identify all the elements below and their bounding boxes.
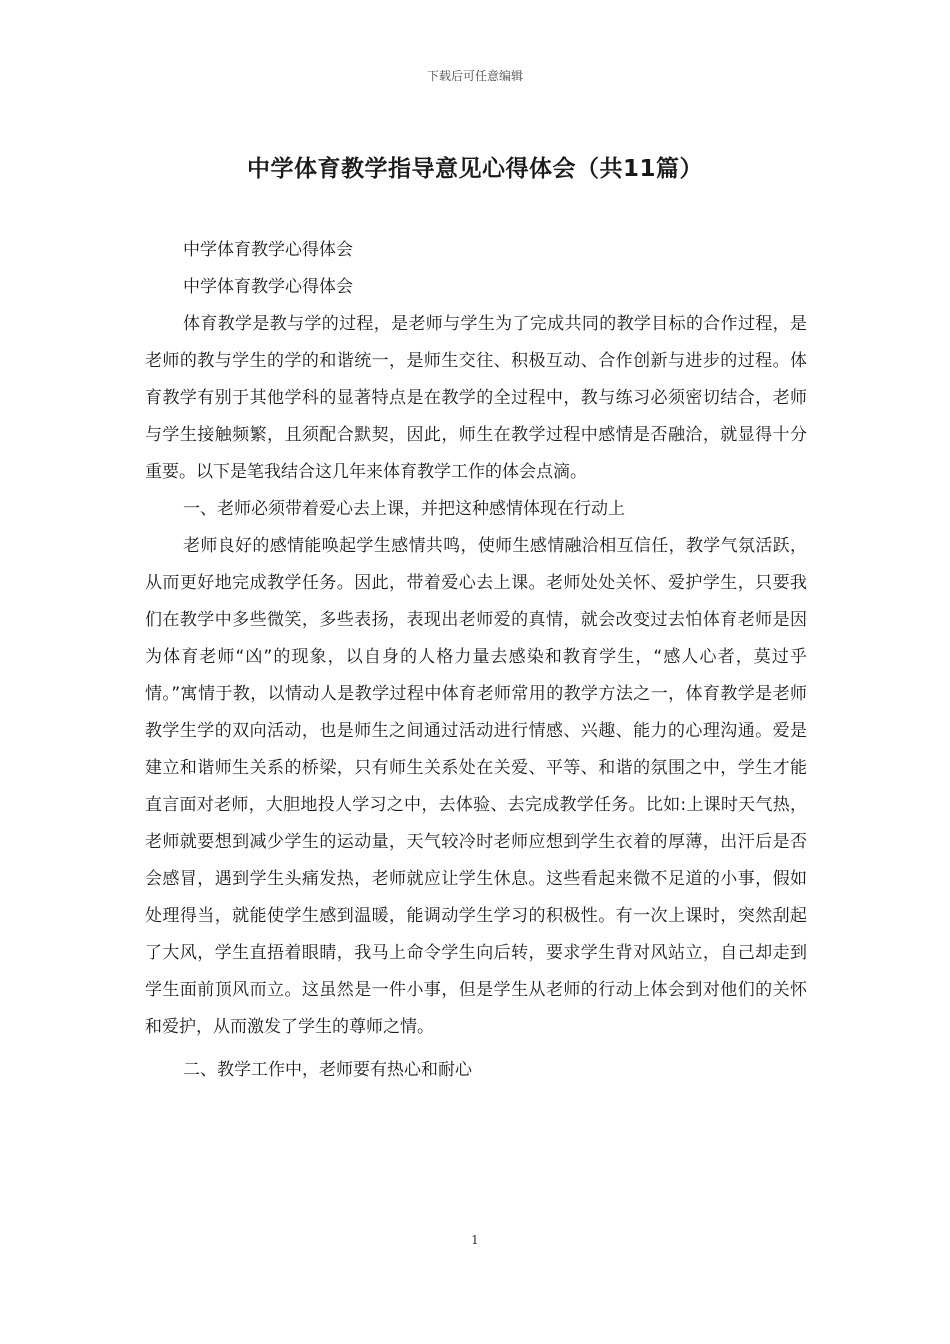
header-note: 下载后可任意编辑 (426, 69, 523, 83)
paragraph-intro: 体育教学是教与学的过程，是老师与学生为了完成共同的教学目标的合作过程，是老师的教与学生的学的和谐统一，是师生交往、积极互动、合作创新与进步的过程。体育教学有别于其他学科的显著特点是在教学的全过程中，教与练习必须密切结合，老师与学生接触频繁，且须配合默契，因此，师生在教学过程中感情是否融洽，就显得十分重要。以下是笔我结合这几年来体育教学工作的体会点滴。 (145, 314, 807, 482)
paragraph-subtitle-1: 中学体育教学心得体会 (183, 240, 353, 260)
document-title: 中学体育教学指导意见心得体会（共11篇） (246, 156, 703, 182)
paragraph-section-1: 老师良好的感情能唤起学生感情共鸣，使师生感情融洽相互信任，教学气氛活跃，从而更好地完成教学任务。因此，带着爱心去上课。老师处处关怀、爱护学生，只要我们在教学中多些微笑，多些表扬，表现出老师爱的真情，就会改变过去怕体育老师是因为体育老师“凶”的现象，以自身的人格力量去感染和教育学生，“感人心者，莫过乎情。”寓情于教，以情动人是教学过程中体育老师常用的教学方法之一，体育教学是老师教学生学的双向活动，也是师生之间通过活动进行情感、兴趣、能力的心理沟通。爱是建立和谐师生关系的桥梁，只有师生关系处在关爱、平等、和谐的氛围之中，学生才能直言面对老师，大胆地投人学习之中，去体验、去完成教学任务。比如:上课时天气热，老师就要想到减少学生的运动量，天气较冷时老师应想到学生衣着的厚薄，出汗后是否会感冒，遇到学生头痛发热，老师就应让学生休息。这些看起来微不足道的小事，假如处理得当，就能使学生感到温暖，能调动学生学习的积极性。有一次上课时，突然刮起了大风，学生直捂着眼睛，我马上命令学生向后转，要求学生背对风站立，自己却走到学生面前顶风而立。这虽然是一件小事，但是学生从老师的行动上体会到对他们的关怀和爱护，从而激发了学生的尊师之情。 (145, 536, 807, 1037)
page-number: 1 (471, 1233, 479, 1247)
section-heading-1: 一、老师必须带着爱心去上课，并把这种感情体现在行动上 (183, 499, 625, 519)
paragraph-subtitle-2: 中学体育教学心得体会 (183, 277, 353, 297)
document-body (145, 232, 807, 1089)
section-heading-2: 二、教学工作中，老师要有热心和耐心 (183, 1060, 472, 1080)
